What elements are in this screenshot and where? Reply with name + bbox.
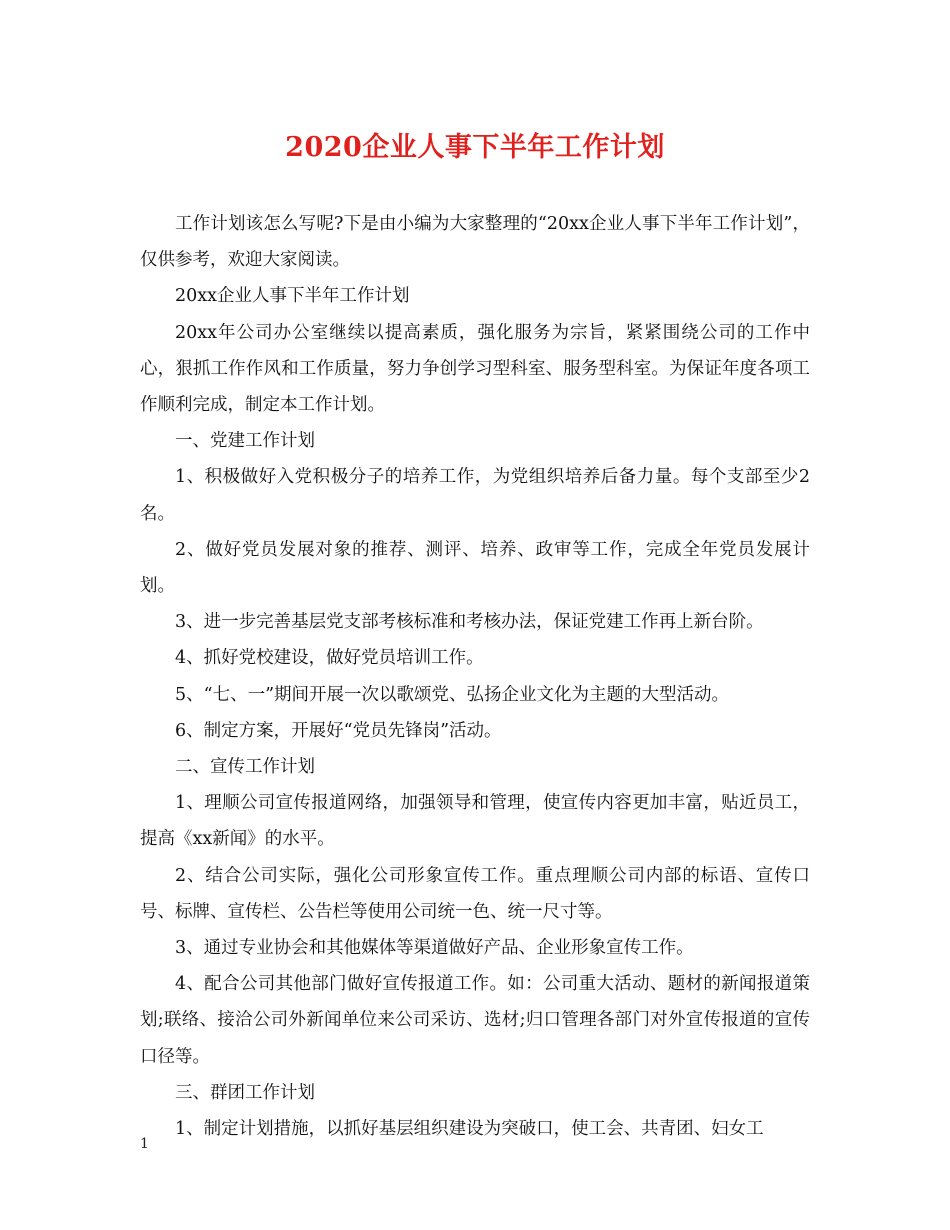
document-body bbox=[140, 206, 810, 1147]
section-heading-groups: 三、群团工作计划 bbox=[175, 1082, 315, 1103]
overview-paragraph: 20xx年公司办公室继续以提高素质，强化服务为宗旨，紧紧围绕公司的工作中心，狠抓工作作风和工作质量，努力争创学习型科室、服务型科室。为保证年度各项工作顺利完成，制定本工作计划。 bbox=[140, 322, 810, 416]
intro-paragraph: 工作计划该怎么写呢?下是由小编为大家整理的“20xx企业人事下半年工作计划”，仅供参考，欢迎大家阅读。 bbox=[140, 214, 810, 271]
list-item: 2、做好党员发展对象的推荐、测评、培养、政审等工作，完成全年党员发展计划。 bbox=[140, 539, 810, 597]
list-item: 1、理顺公司宣传报道网络，加强领导和管理，使宣传内容更加丰富，贴近员工，提高《xx新闻》的水平。 bbox=[140, 793, 810, 850]
list-item: 3、通过专业协会和其他媒体等渠道做好产品、企业形象宣传工作。 bbox=[175, 938, 694, 959]
list-item: 2、结合公司实际，强化公司形象宣传工作。重点理顺公司内部的标语、宣传口号、标牌、宣传栏、公告栏等使用公司统一色、统一尺寸等。 bbox=[140, 865, 810, 922]
section-heading-publicity: 二、宣传工作计划 bbox=[175, 757, 315, 778]
list-item: 6、制定方案，开展好“党员先锋岗”活动。 bbox=[175, 720, 502, 741]
list-item: 4、配合公司其他部门做好宣传报道工作。如：公司重大活动、题材的新闻报道策划;联络、接洽公司外新闻单位来公司采访、选材;归口管理各部门对外宣传报道的宣传口径等。 bbox=[140, 974, 810, 1067]
section-heading-party: 一、党建工作计划 bbox=[175, 431, 315, 452]
list-item: 5、“七、一”期间开展一次以歌颂党、弘扬企业文化为主题的大型活动。 bbox=[175, 684, 730, 705]
list-item: 4、抓好党校建设，做好党员培训工作。 bbox=[175, 648, 484, 669]
list-item: 1、制定计划措施，以抓好基层组织建设为突破口，使工会、共青团、妇女工 bbox=[175, 1119, 764, 1140]
subtitle-paragraph: 20xx企业人事下半年工作计划 bbox=[175, 286, 410, 307]
list-item: 1、积极做好入党积极分子的培养工作，为党组织培养后备力量。每个支部至少2名。 bbox=[140, 467, 810, 524]
document-title: 2020企业人事下半年工作计划 bbox=[285, 132, 665, 163]
page-number: 1 bbox=[140, 1136, 149, 1152]
list-item: 3、进一步完善基层党支部考核标准和考核办法，保证党建工作再上新台阶。 bbox=[175, 612, 764, 633]
